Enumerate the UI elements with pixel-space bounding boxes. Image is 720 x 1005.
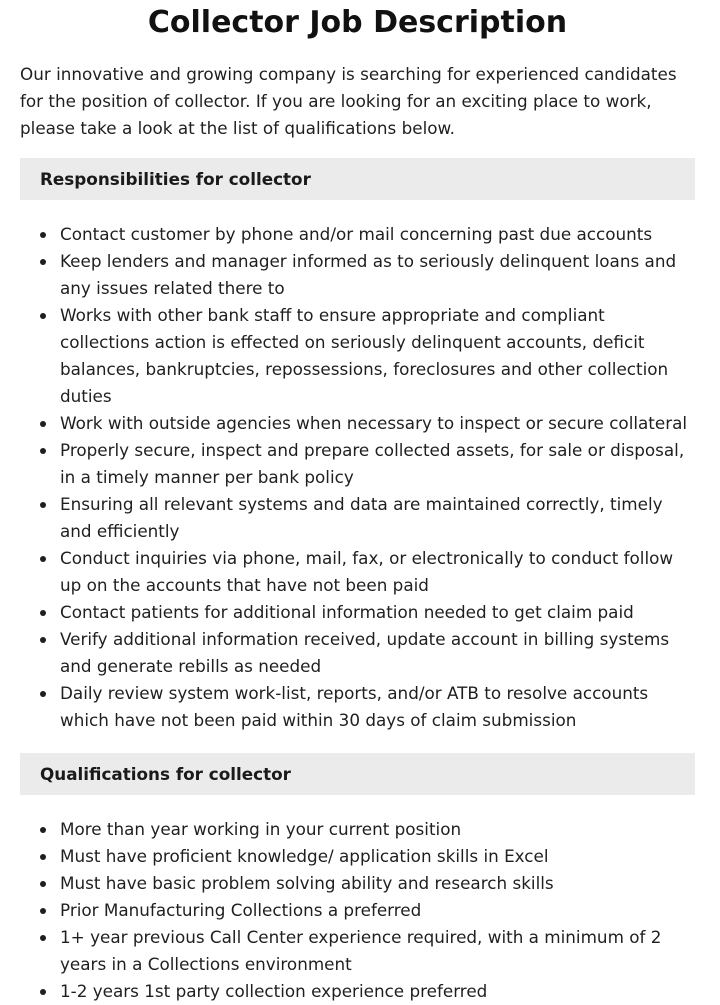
- list-item-text: Contact patients for additional information needed to get claim paid: [60, 602, 634, 622]
- bullet-icon: [40, 908, 46, 914]
- list-item: [20, 437, 695, 491]
- bullet-icon: [40, 989, 46, 995]
- bullet-icon: [40, 556, 46, 562]
- qualifications-list: [20, 816, 695, 1005]
- list-item: [20, 680, 695, 734]
- list-item-text: Works with other bank staff to ensure appropriate and compliant collections action is effected on seriously delinquent accounts, deficit balances, bankruptcies, repossessions, foreclosures and other collection duties: [60, 305, 669, 406]
- responsibilities-heading: [20, 158, 695, 200]
- bullet-icon: [40, 854, 46, 860]
- list-item: [20, 626, 695, 680]
- bullet-icon: [40, 691, 46, 697]
- list-item-text: Work with outside agencies when necessary to inspect or secure collateral: [60, 413, 688, 433]
- list-item: [20, 221, 695, 248]
- bullet-icon: [40, 881, 46, 887]
- qualifications-heading-text: Qualifications for collector: [40, 764, 291, 784]
- list-item-text: Properly secure, inspect and prepare collected assets, for sale or disposal, in a timely manner per bank policy: [60, 440, 685, 487]
- list-item: [20, 248, 695, 302]
- list-item-text: Conduct inquiries via phone, mail, fax, or electronically to conduct follow up on the accounts that have not been paid: [60, 548, 674, 595]
- bullet-icon: [40, 421, 46, 427]
- bullet-icon: [40, 259, 46, 265]
- list-item: [20, 870, 695, 897]
- bullet-icon: [40, 502, 46, 508]
- list-item-text: Must have basic problem solving ability and research skills: [60, 873, 554, 893]
- list-item-text: Must have proficient knowledge/ application skills in Excel: [60, 846, 549, 866]
- list-item: [20, 491, 695, 545]
- qualifications-heading: [20, 753, 695, 795]
- list-item: [20, 897, 695, 924]
- list-item-text: 1-2 years 1st party collection experience preferred: [60, 981, 488, 1001]
- list-item: [20, 978, 695, 1005]
- list-item: [20, 924, 695, 978]
- intro-paragraph: Our innovative and growing company is searching for experienced candidates for the position of collector. If you are looking for an exciting place to work, please take a look at the list of qualifications below.: [20, 64, 677, 138]
- list-item-text: More than year working in your current position: [60, 819, 462, 839]
- bullet-icon: [40, 935, 46, 941]
- list-item-text: 1+ year previous Call Center experience required, with a minimum of 2 years in a Collections environment: [60, 927, 662, 974]
- list-item: [20, 545, 695, 599]
- bullet-icon: [40, 448, 46, 454]
- list-item: [20, 410, 695, 437]
- list-item: [20, 816, 695, 843]
- list-item-text: Ensuring all relevant systems and data are maintained correctly, timely and efficiently: [60, 494, 663, 541]
- list-item-text: Verify additional information received, update account in billing systems and generate rebills as needed: [60, 629, 670, 676]
- responsibilities-heading-text: Responsibilities for collector: [40, 169, 311, 189]
- list-item-text: Keep lenders and manager informed as to seriously delinquent loans and any issues related there to: [60, 251, 677, 298]
- bullet-icon: [40, 313, 46, 319]
- responsibilities-list: [20, 221, 695, 734]
- bullet-icon: [40, 232, 46, 238]
- list-item: [20, 843, 695, 870]
- bullet-icon: [40, 827, 46, 833]
- list-item-text: Daily review system work-list, reports, and/or ATB to resolve accounts which have not been paid within 30 days of claim submission: [60, 683, 649, 730]
- bullet-icon: [40, 610, 46, 616]
- list-item-text: Prior Manufacturing Collections a preferred: [60, 900, 422, 920]
- list-item-text: Contact customer by phone and/or mail concerning past due accounts: [60, 224, 653, 244]
- list-item: [20, 599, 695, 626]
- list-item: [20, 302, 695, 410]
- page-title: Collector Job Description: [147, 5, 568, 40]
- bullet-icon: [40, 637, 46, 643]
